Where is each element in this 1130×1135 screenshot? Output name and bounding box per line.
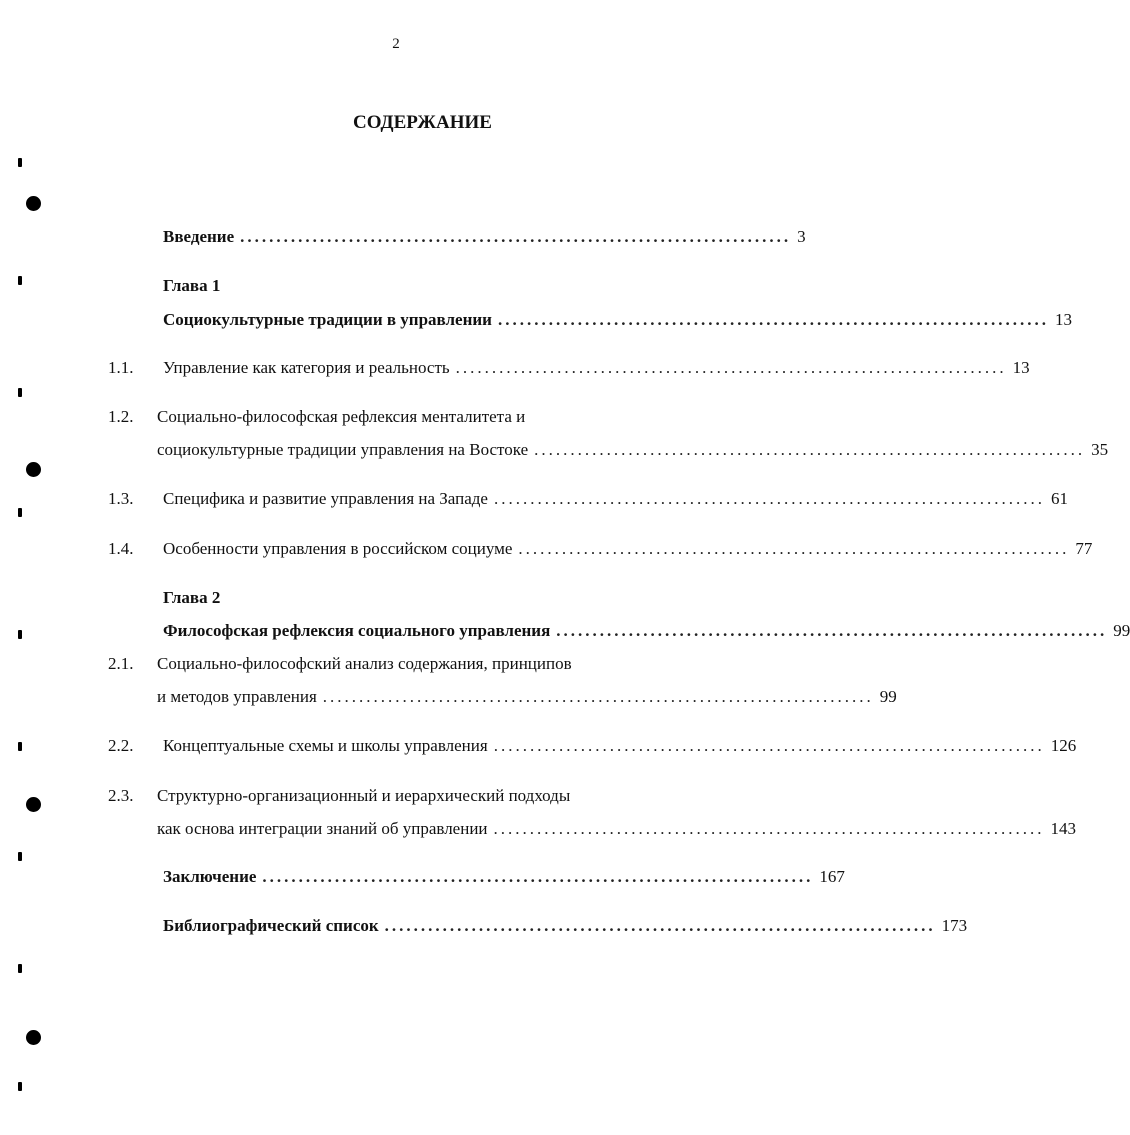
- toc-page: 173: [941, 916, 968, 935]
- dot-leader: ............................................................................: [493, 819, 1045, 838]
- margin-mark: [18, 276, 22, 285]
- dot-leader: ............................................................................: [384, 916, 936, 935]
- margin-mark: [18, 742, 22, 751]
- page-number: 2: [392, 36, 400, 52]
- toc-label: и методов управления: [157, 687, 317, 706]
- dot-leader: ............................................................................: [240, 227, 792, 246]
- dot-leader: ............................................................................: [556, 621, 1108, 640]
- toc-label-line1: Структурно-организационный и иерархический подходы: [157, 786, 571, 805]
- binder-hole: [26, 1030, 41, 1045]
- toc-label: Философская рефлексия социального управления: [163, 621, 551, 640]
- toc-page: 126: [1050, 736, 1077, 755]
- margin-mark: [18, 508, 22, 517]
- toc-entry-2-3[interactable]: [157, 816, 1077, 842]
- toc-page: 167: [819, 867, 845, 886]
- dot-leader: ............................................................................: [262, 867, 814, 886]
- toc-label: Управление как категория и реальность: [163, 358, 450, 377]
- toc-page: 35: [1091, 440, 1109, 459]
- dot-leader: ............................................................................: [497, 310, 1049, 329]
- section-number: 1.3.: [108, 489, 134, 508]
- toc-page: 13: [1012, 358, 1030, 377]
- page-title: СОДЕРЖАНИЕ: [353, 112, 492, 133]
- toc-label: социокультурные традиции управления на Востоке: [157, 440, 529, 459]
- toc-label: как основа интеграции знаний об управлении: [157, 819, 488, 838]
- toc-page: 61: [1050, 489, 1068, 508]
- section-number: 2.2.: [108, 736, 134, 755]
- toc-entry-2-1[interactable]: [157, 684, 897, 710]
- toc-page: 13: [1054, 310, 1072, 329]
- section-number: 1.1.: [108, 358, 134, 377]
- chapter-heading: Глава 2: [163, 588, 221, 607]
- toc-entry-chapter1[interactable]: [163, 307, 1072, 333]
- toc-label: Заключение: [163, 867, 257, 886]
- toc-label: Специфика и развитие управления на Западе: [163, 489, 488, 508]
- chapter-heading: Глава 1: [163, 276, 221, 295]
- toc-entry-2-2[interactable]: [163, 733, 1077, 759]
- toc-entry-1-2[interactable]: [157, 437, 1109, 463]
- binder-hole: [26, 462, 41, 477]
- toc-label-line1: Социально-философская рефлексия менталитета и: [157, 407, 526, 426]
- dot-leader: ............................................................................: [493, 489, 1045, 508]
- margin-mark: [18, 1082, 22, 1091]
- binder-hole: [26, 797, 41, 812]
- section-number: 1.2.: [108, 407, 134, 426]
- toc-entry-chapter2[interactable]: [163, 618, 1130, 644]
- binder-hole: [26, 196, 41, 211]
- toc-label: Концептуальные схемы и школы управления: [163, 736, 488, 755]
- dot-leader: ............................................................................: [518, 539, 1070, 558]
- toc-page: 3: [797, 227, 806, 246]
- margin-mark: [18, 388, 22, 397]
- toc-label: Особенности управления в российском социуме: [163, 539, 513, 558]
- toc-page: 99: [879, 687, 897, 706]
- section-number: 2.3.: [108, 786, 134, 805]
- toc-entry-1-3[interactable]: [163, 486, 1068, 512]
- toc-page: 99: [1113, 621, 1130, 640]
- toc-label: Введение: [163, 227, 235, 246]
- margin-mark: [18, 852, 22, 861]
- toc-entry-bibliography[interactable]: [163, 913, 968, 939]
- margin-mark: [18, 630, 22, 639]
- dot-leader: ............................................................................: [455, 358, 1007, 377]
- toc-entry-intro[interactable]: [163, 224, 806, 250]
- toc-page: 77: [1075, 539, 1093, 558]
- toc-entry-1-1[interactable]: [163, 355, 1030, 381]
- toc-entry-conclusion[interactable]: [163, 864, 845, 890]
- section-number: 1.4.: [108, 539, 134, 558]
- margin-mark: [18, 964, 22, 973]
- dot-leader: ............................................................................: [534, 440, 1086, 459]
- toc-label-line1: Социально-философский анализ содержания, принципов: [157, 654, 572, 673]
- section-number: 2.1.: [108, 654, 134, 673]
- toc-page: 143: [1050, 819, 1077, 838]
- margin-mark: [18, 158, 22, 167]
- toc-label: Библиографический список: [163, 916, 379, 935]
- toc-label: Социокультурные традиции в управлении: [163, 310, 492, 329]
- toc-entry-1-4[interactable]: [163, 536, 1093, 562]
- dot-leader: ............................................................................: [493, 736, 1045, 755]
- dot-leader: ............................................................................: [322, 687, 874, 706]
